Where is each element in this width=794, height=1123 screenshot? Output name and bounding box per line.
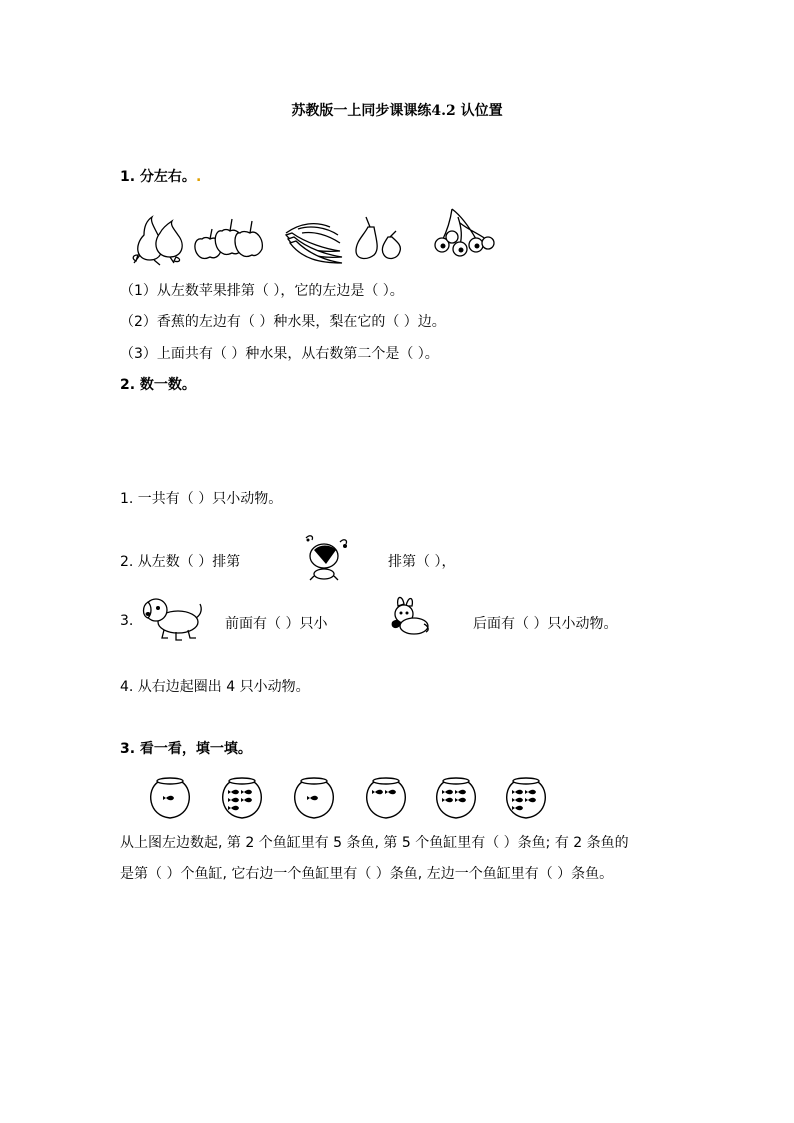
cherry-icon: [435, 209, 494, 256]
decorative-dot: .: [195, 169, 202, 185]
question-1-1: （1）从左数苹果排第（ ），它的左边是（ ）。: [120, 283, 404, 299]
duck-icon: [300, 530, 356, 586]
pear-icon: [356, 217, 400, 258]
fishbowl-icon: [295, 778, 334, 818]
question-2-3-number: 3.: [120, 613, 134, 629]
section-3-line-1: 从上图左边数起, 第 2 个鱼缸里有 5 条鱼, 第 5 个鱼缸里有（ ）条鱼; 有 2 条鱼的: [120, 835, 629, 851]
apple-icon: [195, 219, 262, 259]
fishbowl-icon: [507, 778, 546, 818]
question-2-2-part-a: 2. 从左数（ ）排第: [120, 554, 241, 570]
section-3-heading: 3. 看一看，填一填。: [120, 741, 252, 757]
question-1-3: （3）上面共有（ ）种水果，从右数第二个是（ ）。: [120, 346, 439, 362]
question-2-2-part-b: 排第（ ），: [388, 554, 456, 570]
section-2-heading: 2. 数一数。: [120, 377, 196, 393]
banana-icon: [286, 224, 342, 263]
question-1-2: （2）香蕉的左边有（ ）种水果，梨在它的（ ）边。: [120, 314, 446, 330]
fishbowl-icon: [223, 778, 262, 818]
section-1-heading: [120, 166, 201, 186]
page-title: 苏教版一上同步课课练4.2 认位置: [291, 103, 503, 119]
question-2-1: 1. 一共有（ ）只小动物。: [120, 491, 283, 507]
rabbit-icon: [384, 594, 434, 638]
fishbowl-row: [150, 776, 560, 822]
fruit-row: [130, 205, 500, 265]
question-2-3-part-b: 前面有（ ）只小: [225, 616, 328, 632]
question-2-4: 4. 从右边起圈出 4 只小动物。: [120, 679, 310, 695]
fishbowl-icon: [367, 778, 406, 818]
dog-icon: [140, 594, 206, 642]
section-3-line-2: 是第（ ）个鱼缸, 它右边一个鱼缸里有（ ）条鱼, 左边一个鱼缸里有（ ）条鱼。: [120, 866, 614, 882]
fishbowl-icon: [151, 778, 190, 818]
section-1-heading-text: 1. 分左右。: [120, 169, 196, 185]
fishbowl-icon: [437, 778, 476, 818]
peach-icon: [133, 217, 182, 265]
question-2-3-part-c: 后面有（ ）只小动物。: [473, 616, 618, 632]
